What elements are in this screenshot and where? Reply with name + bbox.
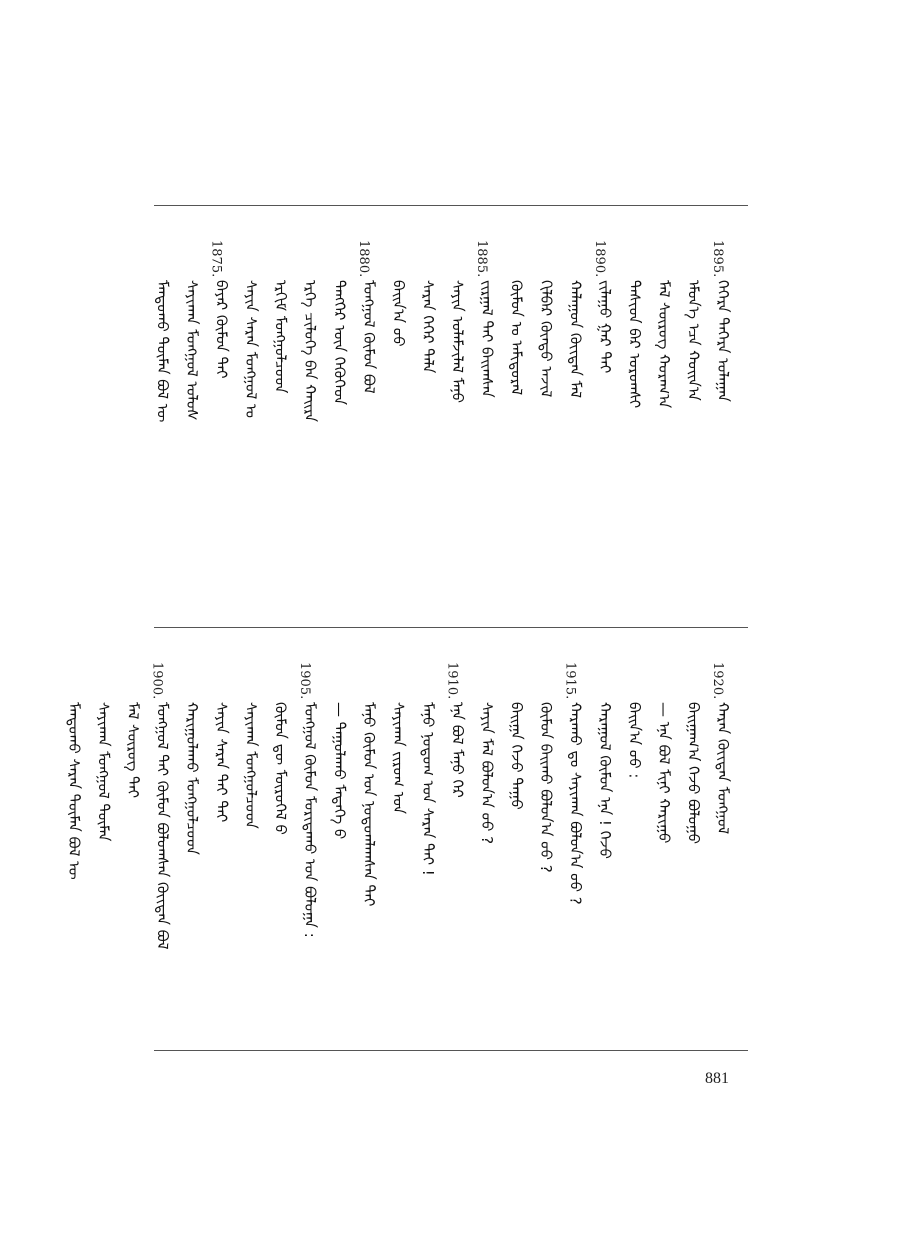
verse-line (563, 240, 589, 610)
verse-line (268, 662, 294, 1032)
verse-text: ᠳᠡᠰᠢᠳ ᠪᠡᠷ ᠤᠷᠤᠭᠰᠢ (625, 280, 644, 409)
verse-line (651, 662, 677, 1032)
verse-text: ᠮᠣᠩᠭᠣᠯ ᠬᠦᠮᠦᠨ ᠪᠣᠯ (360, 280, 378, 394)
verse-line (297, 662, 323, 1032)
line-number: 1895. (710, 240, 725, 278)
verse-text: ᠬᠡᠭᠡᠷᠡ ᠳᠡᠭᠡᠷᠡ ᠤᠯᠠᠭᠠᠨ (714, 280, 732, 402)
verse-line (150, 240, 176, 610)
verse-text: ᠮᠠᠯ ᠰᠦᠷᠦᠭ ᠬᠤᠷᠠᠭ᠎ᠠ (655, 280, 673, 409)
verse-line (445, 240, 471, 610)
verse-text: ᠬᠠᠯᠠᠭᠤᠨ ᠬᠦᠢᠲᠡᠨ ᠮᠠᠯ (566, 280, 585, 399)
verse-line (297, 240, 323, 610)
verse-line (209, 662, 235, 1032)
verse-text: ᠬᠠᠷᠠᠨ ᠬᠦᠢᠲᠡᠨ ᠮᠣᠩᠭᠣᠯ (714, 702, 732, 835)
line-number: 1915. (562, 662, 578, 700)
verse-text: ᠰᠠᠶᠢᠨ ᠰᠠᠷᠠᠨ ᠮᠣᠩᠭᠣᠯ ᠤ (242, 280, 260, 418)
verse-line (651, 240, 677, 610)
verse-line (504, 662, 530, 1032)
verse-text: ᠮᠠᠯ ᠰᠦᠷᠦᠭ ᠲᠠᠢ (124, 702, 142, 799)
verse-line (415, 240, 441, 610)
verse-line (179, 240, 205, 610)
line-number: 1900. (149, 662, 165, 700)
verse-text: ᠮᠣᠩᠭᠣᠯ ᠲᠠᠢ ᠬᠦᠮᠦᠨ ᠪᠣᠯᠤᠭᠰᠠᠨ ᠬᠦᠢᠲᠡᠨ ᠪᠤᠯ (153, 702, 172, 950)
verse-text: ᠬᠠᠷᠠᠭᠤᠯ ᠬᠦᠮᠦᠨ ᠡᠨᠡ ! ᠭᠡᠵᠦ (596, 702, 614, 859)
verse-line (415, 662, 441, 1032)
verse-text: ᠪᠠᠶᠠᠷ ᠬᠦᠮᠦᠨ ᠲᠡᠢ (212, 280, 231, 379)
verse-text: ᠬᠦᠮᠦᠨ ᠳᠦ ᠮᠦᠷᠦᠭᠡᠯ ᠪ (271, 702, 290, 835)
verse-line (268, 240, 294, 610)
verse-line (504, 240, 530, 610)
verse-text: ᠪᠠᠢᠨ᠎ᠠ ᠤᠤ (389, 280, 408, 347)
verse-line (710, 662, 736, 1032)
verse-text: ᠲᠡᠩᠭᠡᠷ ᠦᠨ ᠬᠡᠭᠦᠬᠡᠳ (330, 280, 349, 406)
verse-text: ᠰᠠᠶᠢᠬᠠᠨ ᠮᠣᠩᠭᠣᠯ ᠲᠦᠮᠡᠨ (94, 702, 113, 842)
verse-text: ᠬᠦᠮᠦᠨ ᠪᠠᠢᠬᠤ ᠪᠣᠯᠤᠨ᠎ᠠ ᠤᠤ ? (537, 702, 555, 873)
verse-text: ᠰᠠᠶᠢᠬᠠᠨ ᠮᠣᠩᠭᠣᠯᠴᠤᠳ (242, 702, 260, 829)
verse-text: ᠰᠠᠶᠢᠨ ᠤᠯᠠᠮᠵᠢᠯᠠᠯ ᠮᠠᠨᠤ (448, 280, 467, 404)
verse-line (238, 240, 264, 610)
line-number: 1880. (356, 240, 371, 278)
verse-line (563, 662, 589, 1032)
verse-line (150, 662, 176, 1032)
verse-line (533, 240, 559, 610)
verse-text: ᠰᠠᠶᠢᠬᠠᠨ ᠵᠢᠷᠤᠭ ᠤᠨ (389, 702, 408, 815)
verse-line (710, 240, 736, 610)
verse-text: ᠵᠢᠷᠭᠠᠯ ᠲᠠᠢ ᠪᠠᠢᠭᠰᠠᠨ (478, 280, 496, 398)
verse-line (386, 662, 412, 1032)
verse-line (327, 240, 353, 610)
verse-text: ᠪᠠᠢᠭᠠ ᠭᠡᠵᠦ ᠳᠠᠭᠤ (507, 702, 526, 810)
page-number: 881 (705, 1070, 729, 1087)
verse-text: — ᠲᠠᠭᠤᠯᠠᠬᠤ ᠮᠡᠳᠡᠭᠡ ᠪ (330, 702, 349, 840)
verse-text: ᠮᠠᠨᠤ ᠨᠤᠲᠤᠭ ᠤᠨ ᠰᠠᠷᠠᠨ ᠲᠠᠢ ! (419, 702, 437, 876)
verse-text: ᠬᠠᠷᠠᠬᠤ ᠳᠤ ᠰᠠᠶᠢᠬᠠᠨ ᠪᠣᠯᠤᠨ᠎ᠠ ᠤᠤ ? (566, 702, 585, 905)
verse-line (356, 662, 382, 1032)
verse-text: ᠬᠦᠮᠦᠨ ᠤ ᠠᠮᠢᠳᠤᠷᠠᠯ (507, 280, 526, 396)
verse-text: ᠰᠠᠶᠢᠬᠠᠨ ᠮᠣᠩᠭᠣᠯ ᠤᠯᠤᠰ (183, 280, 201, 421)
verse-text: ᠰᠠᠶᠢᠨ ᠰᠠᠷᠠᠨ ᠲᠠᠢ ᠲᠠᠢ (212, 702, 231, 823)
verse-text: ᠰᠠᠷᠠᠨ ᠬᠡᠭᠡᠷ ᠲᠡᠯᠡ (419, 280, 437, 374)
verse-line (445, 662, 471, 1032)
verse-line (91, 662, 117, 1032)
verse-line (533, 662, 559, 1032)
verse-line (474, 240, 500, 610)
middle-rule (154, 627, 748, 628)
top-rule (154, 205, 748, 206)
verse-line (386, 240, 412, 610)
verse-text: ᠮᠠᠨᠳᠤᠬᠤ ᠲᠦᠮᠡᠨ ᠪᠣᠯ ᠦ (153, 280, 172, 423)
verse-text: ᠮᠣᠩᠭᠣᠯ ᠬᠦᠮᠦᠨ ᠮᠣᠷᠢᠳᠠᠬᠤ ᠤᠨ ᠪᠣᠯᠤᠭᠠ : (301, 702, 319, 938)
verse-text: ᠰᠠᠶᠢᠨ ᠮᠠᠯ ᠪᠣᠯᠤᠨ᠎ᠠ ᠤᠤ ? (478, 702, 496, 845)
verse-line (179, 662, 205, 1032)
line-number: 1920. (710, 662, 725, 700)
verse-text: ᠮᠠᠨᠤ ᠬᠦᠮᠦᠨ ᠤᠨ ᠨᠤᠲᠤᠭᠯᠠᠭᠰᠠᠨ ᠲᠠᠢ (360, 702, 378, 907)
verse-text: ᠬᠢᠯᠪᠠᠷ ᠬᠦᠨᠳᠦ ᠠᠵᠢᠯ (537, 280, 555, 398)
verse-text: — ᠡᠨᠡ ᠪᠣᠯ ᠮᠢᠨᠢ ᠬᠠᠷᠢᠭᠤ (655, 702, 673, 844)
bottom-rule (154, 1050, 748, 1051)
verse-line (681, 662, 707, 1032)
verse-line (120, 662, 146, 1032)
verse-text: ᠵᠢᠯᠠᠭᠤ ᠭᠠᠷ ᠲᠠᠢ (596, 280, 614, 374)
line-number: 1910. (444, 662, 460, 700)
verse-text: ᠡᠷᠬᠡ ᠴᠢᠯᠦᠭᠡ ᠪᠡᠨ ᠬᠠᠢᠷᠠ (301, 280, 319, 423)
lower-verse-block (65, 662, 750, 1032)
verse-line (681, 240, 707, 610)
verse-text: ᠡᠷᠬᠢᠮ ᠮᠣᠩᠭᠣᠯᠴᠤᠳ (271, 280, 290, 394)
line-number: 1885. (474, 240, 489, 278)
verse-text: ᠡᠮᠦᠨ᠎ᠡ ᠡᠴᠡ ᠬᠤᠢᠨ᠎ᠠ (684, 280, 703, 401)
line-number: 1905. (297, 662, 312, 700)
verse-text: ᠡᠨᠡ ᠪᠣᠯ ᠮᠠᠨᠤ ᠭᠡᠷ (448, 702, 467, 798)
verse-line (61, 662, 87, 1032)
verse-line (592, 240, 618, 610)
line-number: 1875. (208, 240, 224, 278)
upper-verse-block (150, 240, 750, 610)
verse-line (622, 662, 648, 1032)
verse-text: ᠪᠠᠢᠨ᠎ᠠ ᠤᠤ : (625, 702, 644, 779)
verse-line (622, 240, 648, 610)
verse-line (209, 240, 235, 610)
verse-line (474, 662, 500, 1032)
verse-line (356, 240, 382, 610)
verse-line (327, 662, 353, 1032)
verse-text: ᠮᠠᠨᠳᠤᠬᠤ ᠰᠠᠷᠠᠨ ᠲᠦᠮᠡᠨ ᠪᠣᠯ ᠦ (65, 702, 83, 880)
line-number: 1890. (592, 240, 607, 278)
verse-text: ᠪᠠᠢᠭᠠᠭ᠎ᠠ ᠭᠡᠵᠦ ᠪᠣᠯᠤᠭᠤ (684, 702, 703, 845)
verse-text: ᠬᠠᠷᠢᠭᠤᠯᠠᠬᠤ ᠮᠣᠩᠭᠣᠯᠴᠤᠳ (183, 702, 201, 855)
verse-line (238, 662, 264, 1032)
verse-line (592, 662, 618, 1032)
